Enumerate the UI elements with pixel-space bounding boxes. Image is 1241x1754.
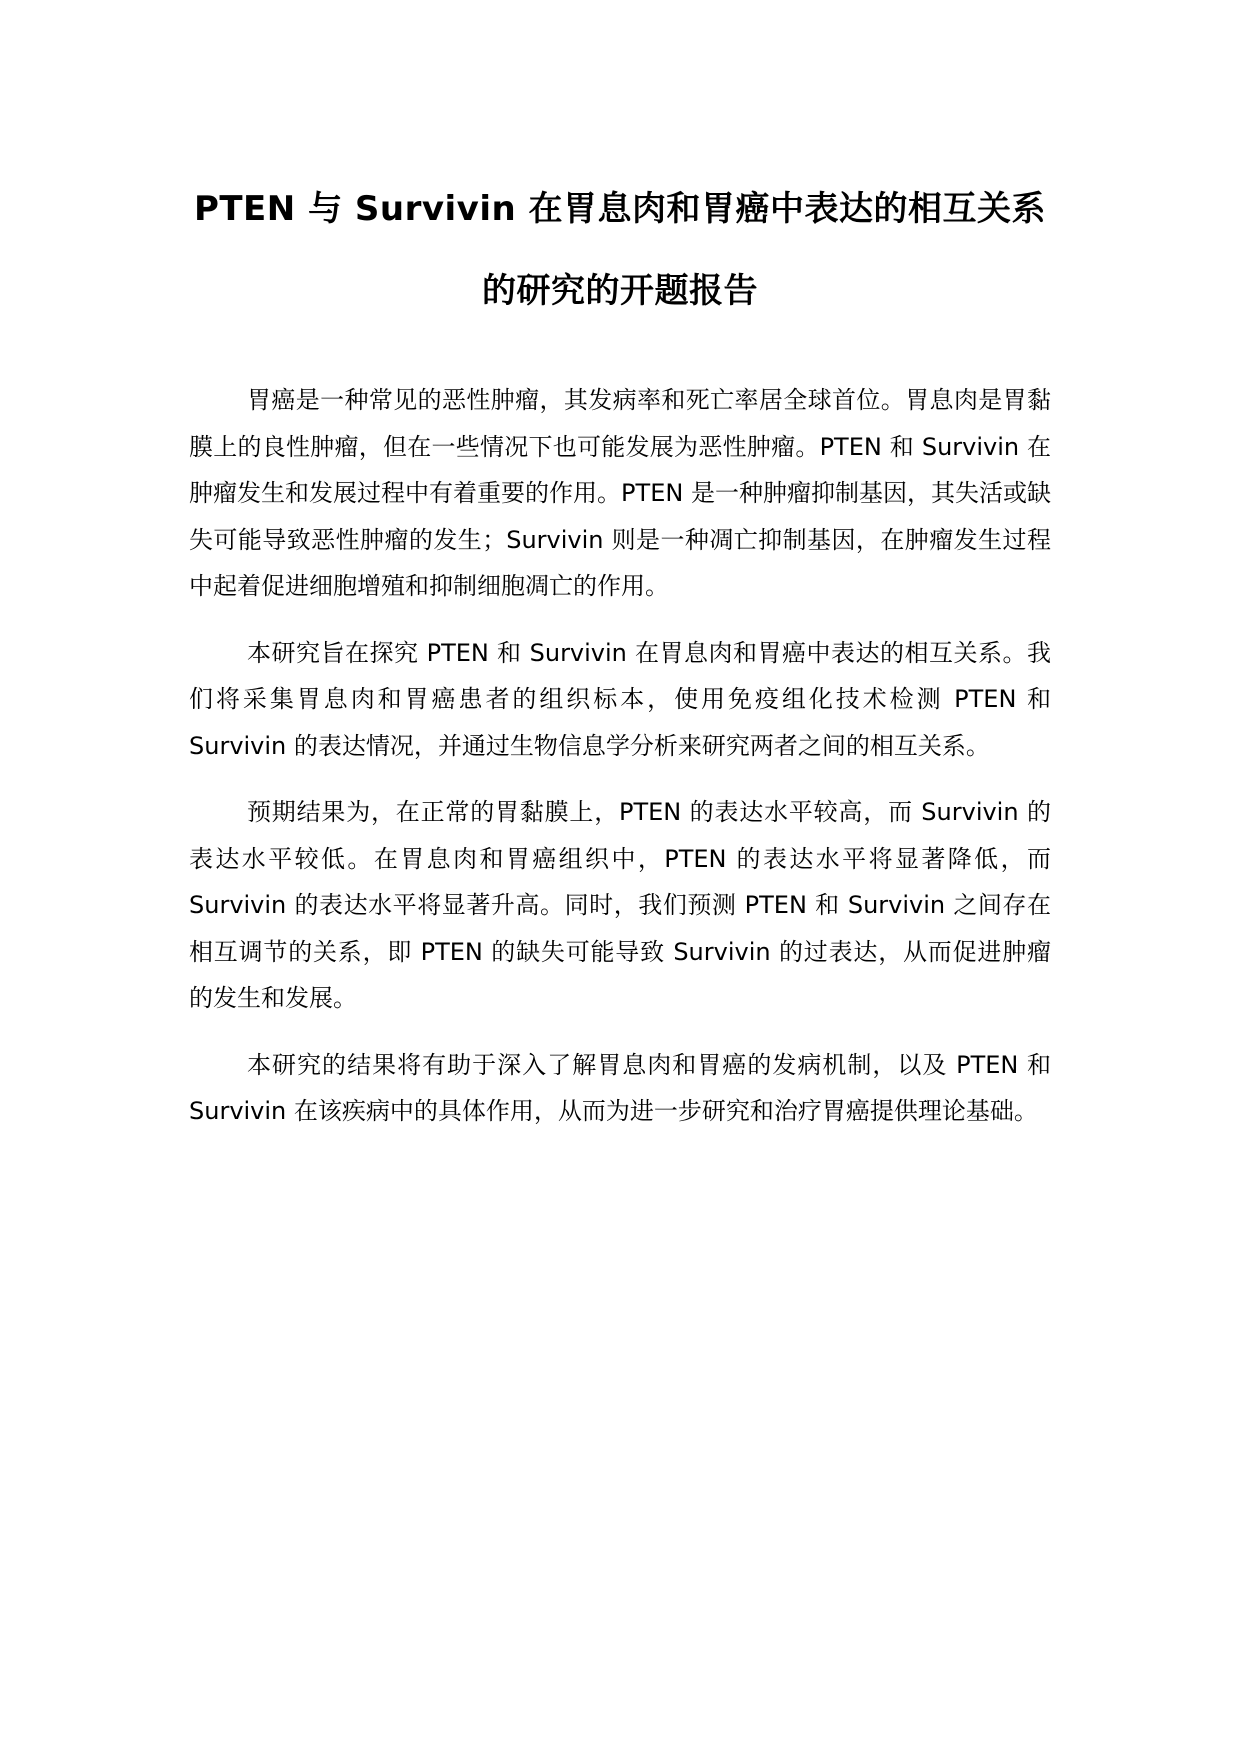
document-body [189, 377, 1051, 1155]
paragraph-1: 胃癌是一种常见的恶性肿瘤，其发病率和死亡率居全球首位。胃息肉是胃黏膜上的良性肿瘤，但在一些情况下也可能发展为恶性肿瘤。PTEN 和 Survivin 在肿瘤发生和发展过程中有着重要的作用。PTEN 是一种肿瘤抑制基因，其失活或缺失可能导致恶性肿瘤的发生；Survivin 则是一种凋亡抑制基因，在肿瘤发生过程中起着促进细胞增殖和抑制细胞凋亡的作用。 [189, 386, 1051, 600]
document-title: PTEN 与 Survivin 在胃息肉和胃癌中表达的相互关系的研究的开题报告 [193, 189, 1047, 311]
paragraph-2: 本研究旨在探究 PTEN 和 Survivin 在胃息肉和胃癌中表达的相互关系。我们将采集胃息肉和胃癌患者的组织标本，使用免疫组化技术检测 PTEN 和 Survivin 的表达情况，并通过生物信息学分析来研究两者之间的相互关系。 [189, 638, 1051, 760]
paragraph-4: 本研究的结果将有助于深入了解胃息肉和胃癌的发病机制，以及 PTEN 和 Survivin 在该疾病中的具体作用，从而为进一步研究和治疗胃癌提供理论基础。 [189, 1050, 1051, 1125]
paragraph-3: 预期结果为，在正常的胃黏膜上，PTEN 的表达水平较高，而 Survivin 的表达水平较低。在胃息肉和胃癌组织中，PTEN 的表达水平将显著降低，而 Survivin 的表达水平将显著升高。同时，我们预测 PTEN 和 Survivin 之间存在相互调节的关系，即 PTEN 的缺失可能导致 Survivin 的过表达，从而促进肿瘤的发生和发展。 [189, 798, 1051, 1012]
